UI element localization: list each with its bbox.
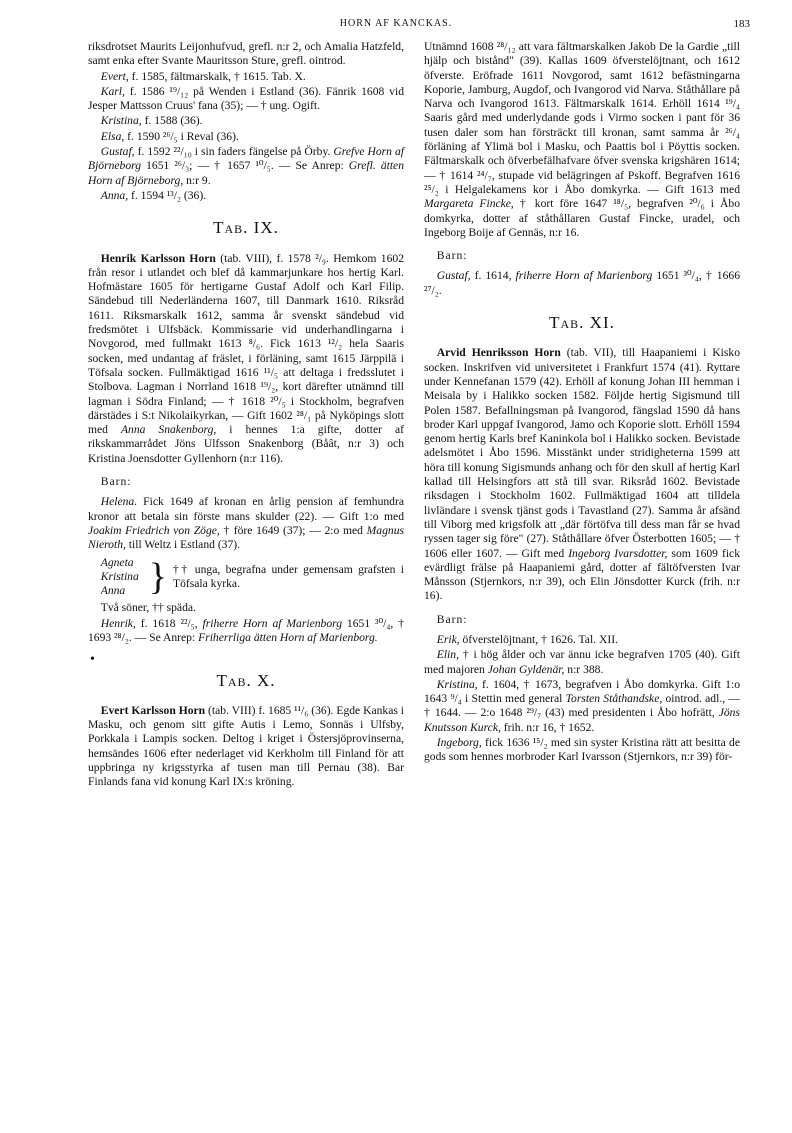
child-entry: Anna, f. 1594 ¹³/₂ (36).	[100, 188, 207, 202]
children-label: Barn:	[100, 475, 132, 489]
left-column	[88, 40, 404, 791]
continued-paragraph: Utnämnd 1608 ²⁸/₁₂ att vara fältmarskalken Jakob De la Gardie „till hjälp och bistånd" (39). Kallas 1609 öfverstelöjtnant, och 1612 öfverste. Eröfrade 1611 Novgorod, samt 1612 befästningarna Koporie, Jamburg, Augdof, och Ivangorod vid Narva. Ståthållare på Narva och Ivangorod 1613. Fältmarskalk 1614. Erhöll 1614 ¹⁹/₄ Saaris gård med underlydande gods i Virmo socken i pant för 36 tusen daler som han försträckt till kronan, samt samma år ²⁶/₄ förläning af Ylimä bol i Masku, och Paattis bol i Pöyttis socken. Fältmarskalk och öfverbefälhafvare öfver svenska krigshären 1614; — † 1614 ²⁴/₇, stupade vid belägringen af Pskoff. Begrafven 1616 ²⁵/₂ i Helgalekamens kor i Åbo domkyrka. — Gift 1613 med Margareta Fincke, † kort före 1647 ¹⁸/₅, begrafven ²⁰/₆ i Åbo domkyrka, dotter af ståthållaren Gustaf Fincke, uradel, och Ingeborg Boije af Gennäs, n:r 16.	[424, 40, 740, 239]
page-number: 183	[733, 18, 750, 30]
bullet-mark: •	[90, 652, 95, 668]
section-heading-tab-ix: Tab. IX.	[213, 218, 279, 238]
child-entry: Gustaf, f. 1614, friherre Horn af Marienborg 1651 ³⁰/₄, † 1666 ²⁷/₂.	[424, 269, 740, 297]
child-entry: Elin, † i hög ålder och var ännu icke begrafven 1705 (40). Gift med majoren Johan Gyldenär, n:r 388.	[424, 648, 740, 676]
child-entry: Erik, öfverstelöjtnant, † 1626. Tal. XII.	[436, 632, 618, 646]
running-title: HORN AF KANCKAS.	[339, 18, 453, 29]
children-label: Barn:	[436, 612, 468, 626]
section-heading-tab-xi: Tab. XI.	[549, 313, 615, 333]
child-entry: Ingeborg, fick 1636 ¹⁵/₂ med sin syster Kristina rätt att besitta de gods som hennes morbroder Karl Ivarsson (Stjernkors, n:r 39) för-	[424, 736, 740, 764]
child-entry: Henrik, f. 1618 ²²/₅, friherre Horn af Marienborg 1651 ³⁰/₄, † 1693 ²⁸/₂. — Se Anrep: Friherrliga ätten Horn af Marienborg.	[88, 616, 405, 644]
child-entry: Evert, f. 1585, fältmarskalk, † 1615. Tab. X.	[100, 69, 306, 83]
child-entry: Kristina, f. 1588 (36).	[100, 114, 203, 128]
brace-note: †† unga, begrafna under gemensam grafsten i Töfsala kyrka.	[173, 562, 404, 590]
child-entry: Helena. Fick 1649 af kronan en årlig pension af femhundra kronor att betala sin förste mans skulder (22). — Gift 1:o med Joakim Friedrich von Zöge, † före 1649 (37); — 2:o med Magnus Nieroth, till Weltz i Estland (37).	[88, 495, 404, 552]
child-entry: Elsa, f. 1590 ²⁶/₅ i Reval (36).	[100, 129, 239, 143]
brace-group	[88, 556, 404, 599]
biography-paragraph: Arvid Henriksson Horn (tab. VII), till Haapaniemi i Kisko socken. Inskrifven vid universitetet i Frankfurt 1574 (41). Ryttare under Kennefanan 1579 (42). Erhöll af konung Johan III hemman i Meisala by i Halikko socken 1582. Följde hertig Sigismund till Polen 1587. Befallningsman på Ivangorod, fängslad 1590 då hans broder Karl uppgaf Ivangorod, Jamo och Koporie slott. Erhöll 1594 genom hertig Karls bref Kaninkola bol i Halikko socken. Bevistade adelsmötet i Åbo 1596. Misstänkt under stridigheterna 1599 att höra till konung Sigismunds anhang och för den skull af hertig Karl kallad till Helsingfors att stå till svar. Riksråd 1602. Bevistade riksdagen i Stockholm 1602. Fullmäktigad 1604 att tilldela livländare i svensk tjänst gods i Tavastland (27). Samma år afsänd till Viborg med krigsfolk att „där förtöfva till dess man får se hvad ryssen tager sig före" (27). Ståthållare öfver Österbotten 1605; — † 1606 eller 1607. — Gift med Ingeborg Ivarsdotter, som 1609 fick evärdligt frälse på Haapaniemi gård, dotter af fältöfversten Ivar Månsson (Stjernkors, n:r 39), och Elin Jönsdotter Kurck (frih. n:r 16).	[424, 346, 741, 603]
child-entry: Kristina, f. 1604, † 1673, begrafven i Åbo domkyrka. Gift 1:o 1643 ⁹/₄ i Stettin med general Torsten Ståthandske, ointrod. adl., — † 1644. — 2:o 1648 ²⁹/₇ (43) med presidenten i Åbo hofrätt, Jöns Knutsson Kurck, frih. n:r 16, † 1652.	[424, 677, 740, 734]
child-entry: Karl, f. 1586 ¹⁹/₁₂ på Wenden i Estland (36). Fänrik 1608 vid Jesper Mattsson Cruus' fana (35); — † ung. Ogift.	[88, 84, 404, 113]
brace-names: Agneta Kristina Anna	[100, 555, 139, 598]
child-entry: Två söner, †† späda.	[100, 601, 196, 615]
section-heading-tab-x: Tab. X.	[216, 670, 276, 690]
child-entry: Gustaf, f. 1592 ²²/₁₀ i sin faders fängelse på Örby. Grefve Horn af Björneborg 1651 ²⁶/₃; — † 1657 ¹⁰/₅. — Se Anrep: Grefl. ätten Horn af Björneborg, n:r 9.	[88, 145, 404, 187]
intro-paragraph: riksdrotset Maurits Leijonhufvud, grefl. n:r 2, och Amalia Hatzfeld, samt enka efter Svante Mauritsson Sture, grefl. ointrod.	[88, 40, 404, 68]
right-column	[424, 40, 740, 766]
brace-symbol: }	[148, 555, 168, 598]
biography-paragraph: Henrik Karlsson Horn (tab. VIII), f. 1578 ²/₉. Hemkom 1602 från resor i utlandet och blef då kammarjunkare hos hertig Karl. Hofmästare 1605 för hertigarne Gustaf Adolf och Karl Filip. Sändebud till Nederländerna 1607, till Danmark 1610. Riksråd 1611. Riksmarskalk 1612, samma år svenskt sändebud vid fredsmötet i Ulfsbäck. Kommissarie vid underhandlingarna i Novgorod, med fullmakt 1613 ⁸/₆. Fick 1613 ¹²/₂ hela Saaris socken, med undantag af fräslet, i förläning, samt 1615 Järppilä i Töfsala socken. Fullmäktigad 1616 ¹¹/₅ att deltaga i fredsslutet i Stolbova. Lagman i Norrland 1618 ¹⁹/₂, kort därefter utnämnd till lagman i Södra Finland; — † 1618 ²⁰/₅ i Stockholm, begrafven därstädes i S:t Nikolaikyrkan, — Gift 1602 ²⁸/₁ på Nyköpings slott med Anna Snakenborg, i hennes 1:a gifte, dotter af rikskammarrådet Jöns Ulfsson Snakenborg (Båât, n:r 3) och Kristina Joensdotter Gyllenhorn (n:r 116).	[88, 251, 404, 465]
biography-paragraph: Evert Karlsson Horn (tab. VIII) f. 1685 ¹¹/₆ (36). Egde Kankas i Masku, och genom sitt gifte Autis i Lemo, Sonnäs i Ulfsby, Porkkala i Lampis socken. Deltog i kriget i Östersjöprovinserna, hemsändes 1606 efter nederlaget vid Kerkholm till Finland för att uppbringa ny krigsstyrka af tusen man till Pernau (38). Bar Finlands fana vid konung Karl IX:s kröning.	[88, 703, 404, 789]
children-label: Barn:	[436, 249, 468, 263]
